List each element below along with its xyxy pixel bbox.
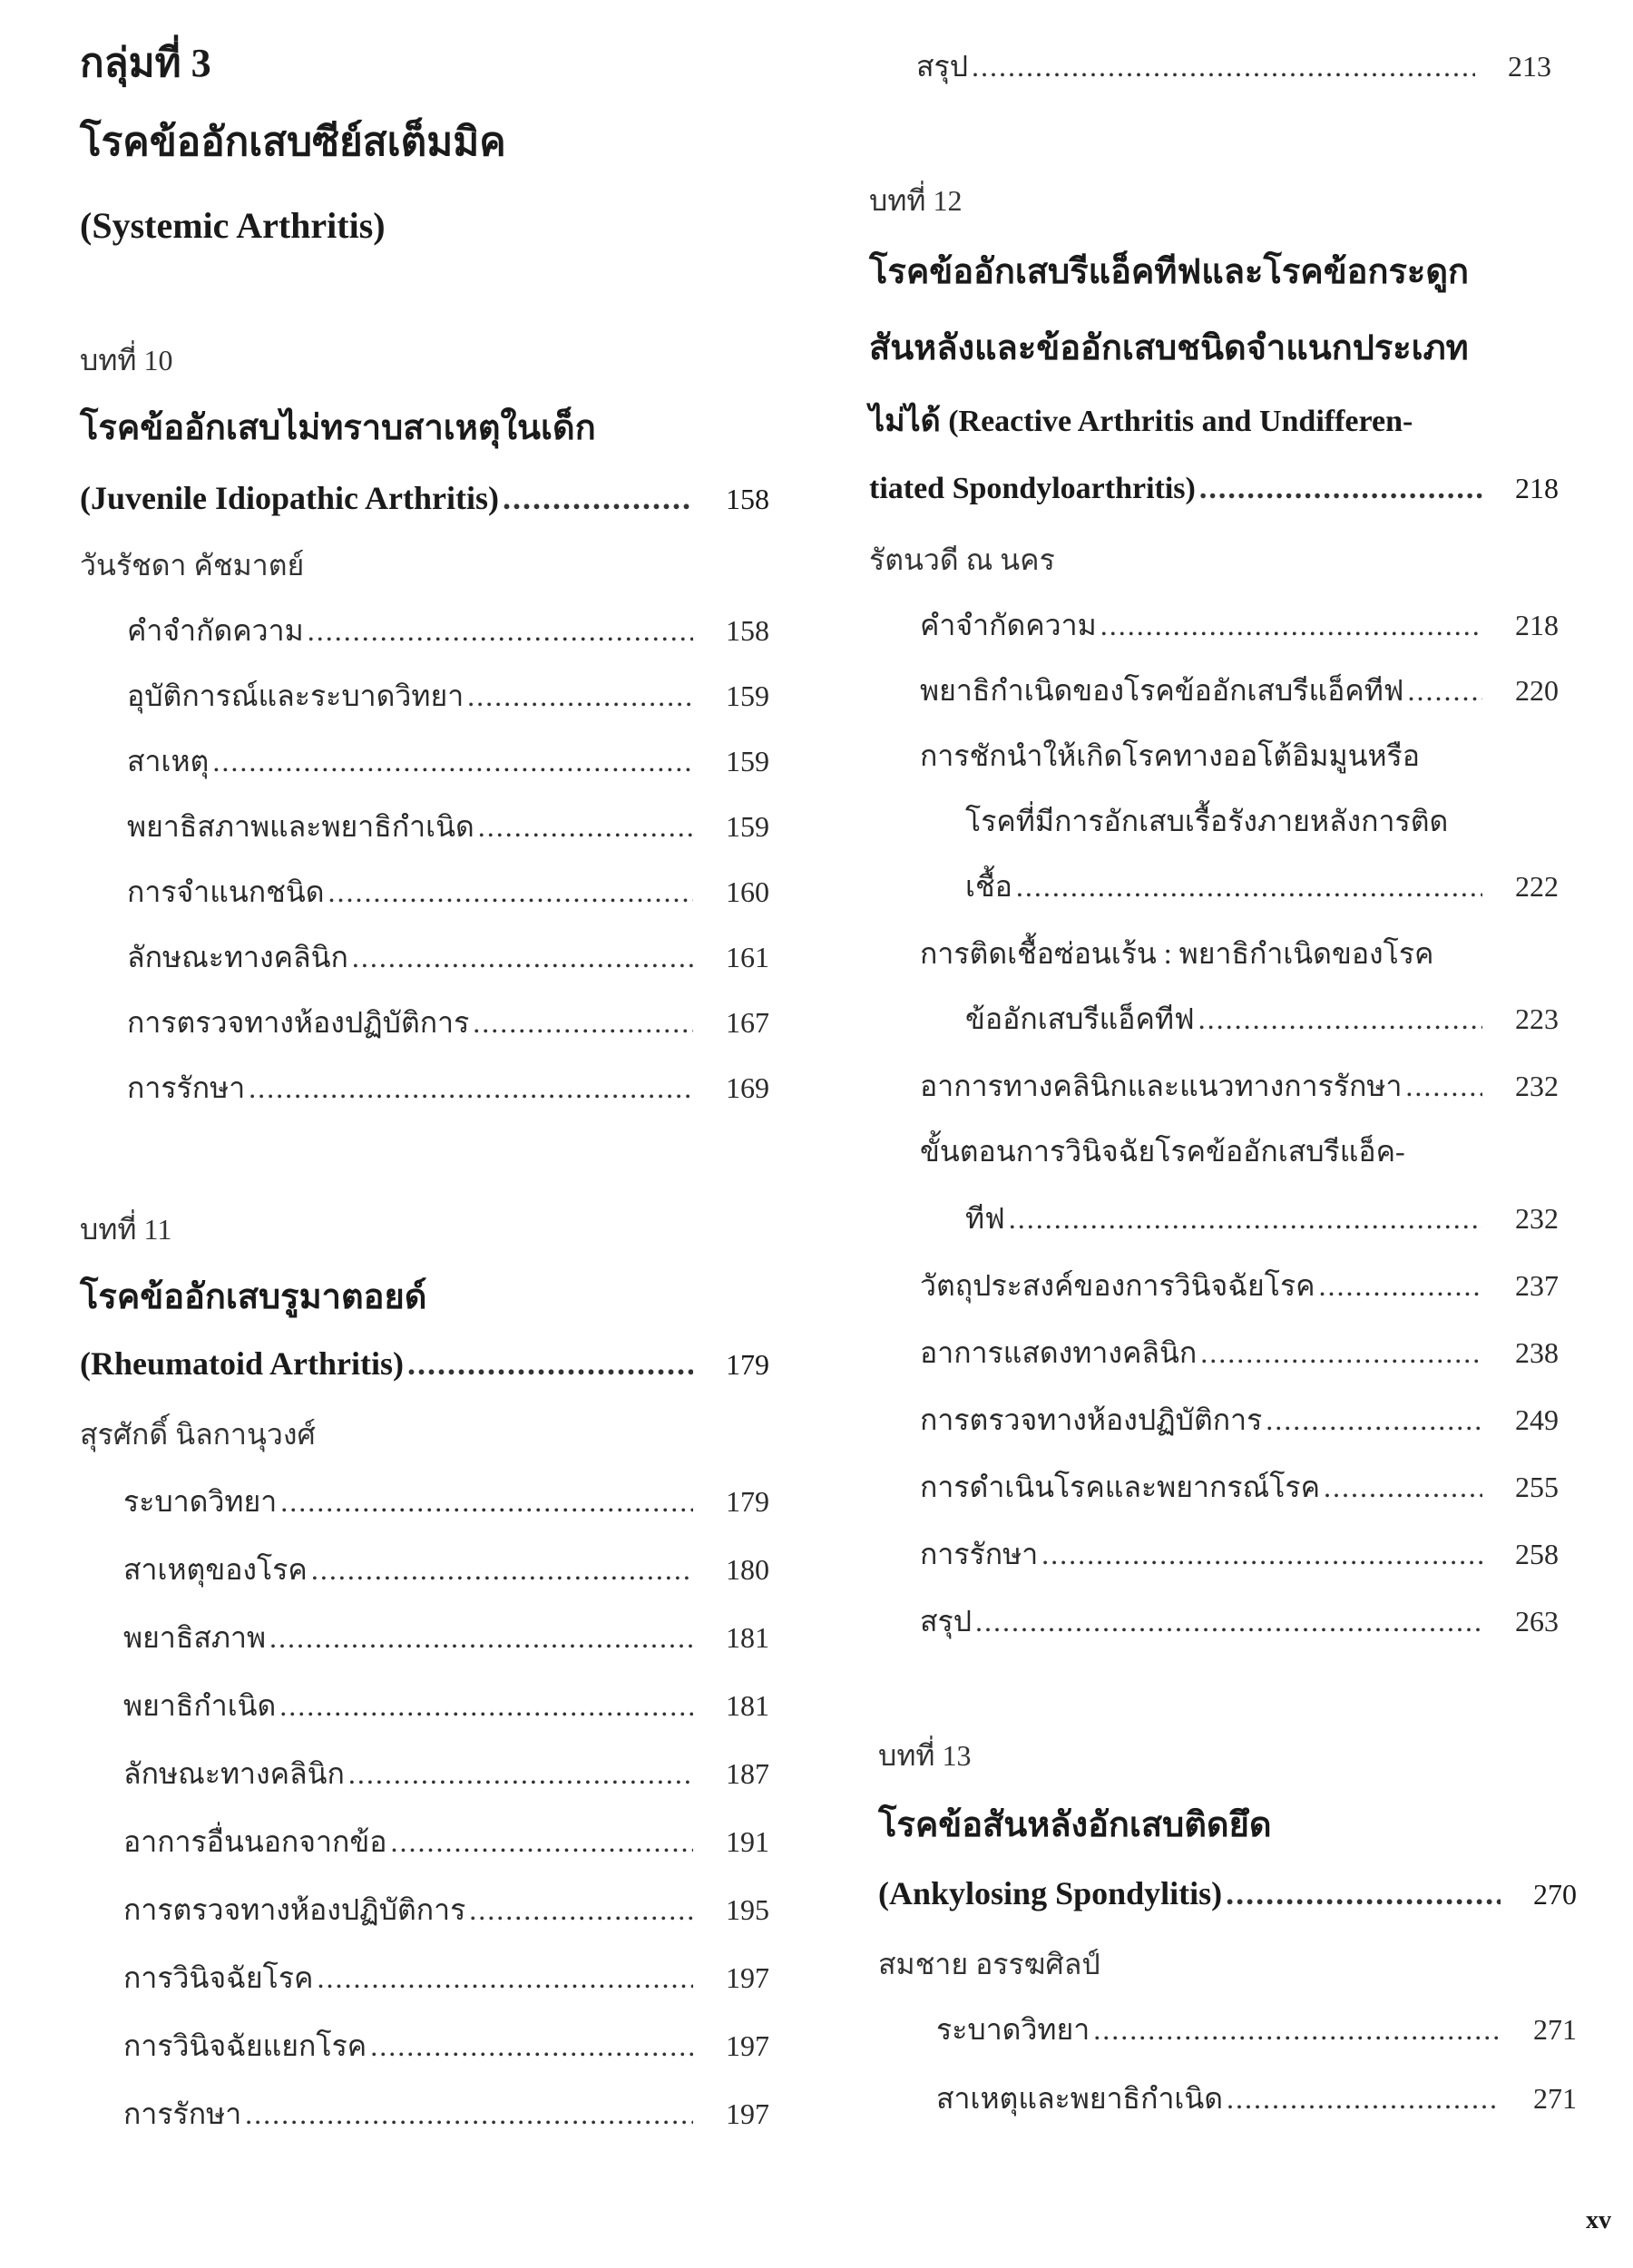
dot-leader: [1266, 1403, 1482, 1437]
toc-page-number: 161: [726, 941, 769, 973]
toc-entry[interactable]: [123, 1547, 769, 1593]
dot-leader: [1016, 870, 1482, 904]
toc-entry-label: อุบัติการณ์และระบาดวิทยา: [127, 679, 464, 712]
dot-leader: [478, 810, 693, 844]
toc-entry[interactable]: [127, 934, 769, 981]
toc-entry-label: tiated Spondyloarthritis): [869, 472, 1196, 505]
page-number: xv: [1586, 2206, 1611, 2234]
dot-leader: [212, 745, 693, 778]
toc-entry-label: ลักษณะทางคลินิก: [127, 941, 348, 973]
toc-entry[interactable]: [123, 2091, 769, 2137]
toc-page-number: 191: [726, 1825, 769, 1858]
toc-page-number: 195: [726, 1893, 769, 1926]
dot-leader: [1041, 1538, 1482, 1571]
toc-entry-label: พยาธิกำเนิดของโรคข้ออักเสบรีแอ็คทีฟ: [920, 674, 1404, 707]
dot-leader: [1009, 1202, 1482, 1236]
toc-page-number: 179: [726, 1485, 769, 1518]
toc-entry-label: สาเหตุของโรค: [123, 1553, 308, 1586]
toc-entry[interactable]: [127, 673, 769, 719]
toc-page-number: 197: [726, 2029, 769, 2062]
toc-entry-label: (Juvenile Idiopathic Arthritis): [80, 480, 500, 516]
toc-entry[interactable]: [123, 1751, 769, 1797]
toc-page-number: 159: [726, 810, 769, 843]
toc-page-number: 181: [726, 1621, 769, 1654]
toc-page-number: 232: [1515, 1202, 1559, 1235]
chapter-11-label: บทที่ 11: [80, 1213, 172, 1246]
dot-leader: [1198, 1002, 1482, 1036]
toc-entry[interactable]: [936, 2076, 1577, 2122]
toc-page-number: 258: [1515, 1538, 1559, 1570]
toc-entry-label: การดำเนินโรคและพยากรณ์โรค: [920, 1471, 1321, 1503]
chapter-13-author: สมชาย อรรฆศิลป์: [878, 1948, 1100, 1980]
toc-page-number: 197: [726, 1961, 769, 1994]
toc-entry[interactable]: [127, 869, 769, 915]
toc-page-number: 181: [726, 1689, 769, 1722]
chapter-10-author: วันรัชดา คัชมาตย์: [80, 549, 305, 582]
dot-leader: [469, 1893, 693, 1927]
toc-entry[interactable]: [123, 1615, 769, 1661]
dot-leader: [467, 679, 693, 713]
dot-leader: [269, 1621, 693, 1655]
dot-leader: [352, 941, 693, 974]
toc-entry-label: คำจำกัดความ: [127, 614, 304, 647]
toc-entry[interactable]: [127, 804, 769, 850]
toc-page-number: 180: [726, 1553, 769, 1586]
chapter-10-title-thai: โรคข้ออักเสบไม่ทราบสาเหตุในเด็ก: [80, 409, 596, 447]
toc-entry[interactable]: [965, 864, 1559, 910]
chapter-13-title-thai: โรคข้อสันหลังอักเสบติดยึด: [878, 1806, 1272, 1844]
toc-entry-label: ลักษณะทางคลินิก: [123, 1757, 345, 1790]
dot-leader: [249, 1071, 693, 1105]
dot-leader: [308, 614, 693, 648]
chapter-11-title-thai: โรคข้ออักเสบรูมาตอยด์: [80, 1278, 427, 1316]
chapter-12-label: บทที่ 12: [869, 184, 963, 217]
toc-entry-label: คำจำกัดความ: [920, 609, 1097, 641]
toc-page-number: 179: [726, 1348, 769, 1381]
dot-leader: [473, 1006, 693, 1040]
toc-page-number: 159: [726, 745, 769, 777]
toc-entry[interactable]: [920, 1330, 1559, 1376]
toc-page-number: 223: [1515, 1002, 1559, 1035]
toc-entry[interactable]: [920, 602, 1559, 649]
toc-entry-label: การวินิจฉัยโรค: [123, 1961, 314, 1994]
dot-leader: [975, 1605, 1482, 1638]
toc-entry-chapter-11[interactable]: [80, 1344, 769, 1383]
toc-page-number: 213: [1508, 50, 1551, 83]
toc-entry[interactable]: [920, 1598, 1559, 1645]
dot-leader: [348, 1757, 693, 1791]
dot-leader: [328, 875, 694, 909]
toc-entry-label: การรักษา: [123, 2097, 242, 2130]
dot-leader: [279, 1689, 693, 1723]
dot-leader: [390, 1825, 693, 1859]
dot-leader: [1100, 609, 1482, 642]
toc-entry-label: การวินิจฉัยแยกโรค: [123, 2029, 367, 2062]
chapter-12-title-line-3: ไม่ได้ (Reactive Arthritis and Undifferen-: [869, 405, 1413, 438]
dot-leader: [317, 1961, 693, 1995]
toc-entry-label: การตรวจทางห้องปฏิบัติการ: [123, 1893, 466, 1926]
toc-entry-label: พยาธิสภาพ: [123, 1621, 267, 1654]
toc-entry-label: (Ankylosing Spondylitis): [878, 1875, 1223, 1911]
toc-page-number: 270: [1533, 1878, 1577, 1911]
toc-entry[interactable]: [965, 996, 1559, 1042]
chapter-10-label: บทที่ 10: [80, 344, 173, 376]
toc-entry-label: ระบาดวิทยา: [123, 1485, 278, 1518]
toc-page-number: 160: [726, 875, 769, 908]
toc-entry-label[interactable]: การติดเชื้อซ่อนเร้น : พยาธิกำเนิดของโรค: [920, 937, 1434, 970]
dot-leader: [245, 2097, 693, 2131]
toc-entry[interactable]: [920, 1063, 1559, 1110]
toc-entry-label: การรักษา: [920, 1538, 1039, 1570]
toc-entry-chapter-10[interactable]: [80, 479, 769, 517]
toc-page-number: 222: [1515, 870, 1559, 903]
dot-leader: [280, 1485, 693, 1519]
toc-page-number: 167: [726, 1006, 769, 1039]
toc-entry[interactable]: [936, 2007, 1577, 2053]
toc-entry-label: การตรวจทางห้องปฏิบัติการ: [920, 1403, 1263, 1436]
toc-page-number: 271: [1533, 2013, 1577, 2046]
dot-leader: [1199, 472, 1482, 506]
toc-entry[interactable]: [920, 668, 1559, 714]
toc-entry[interactable]: [123, 1683, 769, 1729]
toc-page-number: 197: [726, 2097, 769, 2130]
dot-leader: [1324, 1471, 1482, 1504]
toc-entry-label: การตรวจทางห้องปฏิบัติการ: [127, 1006, 470, 1039]
toc-entry-continuation: โรคที่มีการอักเสบเรื้อรังภายหลังการติด: [965, 805, 1449, 837]
toc-page-number: 263: [1515, 1605, 1559, 1637]
toc-page-number: 271: [1533, 2082, 1577, 2115]
toc-entry-label: สาเหตุ: [127, 745, 210, 777]
chapter-12-title-line-1: โรคข้ออักเสบรีแอ็คทีฟและโรคข้อกระดูก: [869, 253, 1470, 291]
toc-page-number: 255: [1515, 1471, 1559, 1503]
toc-entry[interactable]: [127, 608, 769, 654]
toc-entry-label: การรักษา: [127, 1071, 246, 1104]
toc-page-number: 158: [726, 614, 769, 647]
dot-leader: [1200, 1336, 1482, 1370]
toc-page-number: 232: [1515, 1070, 1559, 1102]
toc-entry[interactable]: [920, 1397, 1559, 1443]
toc-entry-label: อาการแสดงทางคลินิก: [920, 1336, 1198, 1369]
toc-entry[interactable]: [965, 1196, 1559, 1242]
toc-entry[interactable]: [123, 1955, 769, 2001]
toc-entry-label: อาการอื่นนอกจากข้อ: [123, 1825, 387, 1858]
toc-entry-label[interactable]: ขั้นตอนการวินิจฉัยโรคข้ออักเสบรีแอ็ค-: [920, 1135, 1405, 1168]
toc-page-number: 158: [726, 483, 769, 515]
toc-entry[interactable]: [920, 1464, 1559, 1510]
toc-entry-label: พยาธิกำเนิด: [123, 1689, 277, 1722]
toc-entry[interactable]: [123, 2023, 769, 2069]
dot-leader: [1319, 1269, 1482, 1303]
toc-entry-label: ระบาดวิทยา: [936, 2013, 1090, 2046]
chapter-12-author: รัตนวดี ณ นคร: [869, 543, 1055, 576]
group-title-english: (Systemic Arthritis): [80, 205, 386, 246]
dot-leader: [370, 2029, 693, 2063]
dot-leader: [311, 1553, 693, 1587]
dot-leader: [972, 50, 1475, 83]
chapter-13-label: บทที่ 13: [878, 1739, 972, 1772]
toc-page-number: 237: [1515, 1269, 1559, 1302]
toc-entry-chapter-12[interactable]: [869, 472, 1559, 506]
dot-leader: [503, 479, 693, 517]
toc-entry[interactable]: [920, 1531, 1559, 1578]
toc-entry-label: วัตถุประสงค์ของการวินิจฉัยโรค: [920, 1269, 1315, 1302]
toc-entry[interactable]: [123, 1887, 769, 1933]
toc-entry-continuation: ทีฟ: [965, 1202, 1005, 1235]
toc-entry-label: สรุป: [916, 50, 969, 83]
group-label: กลุ่มที่ 3: [80, 41, 211, 85]
toc-entry-continuation: เชื้อ: [965, 870, 1012, 903]
toc-page-number: 159: [726, 679, 769, 712]
toc-page-number: 218: [1515, 609, 1559, 641]
toc-entry-carryover[interactable]: [916, 44, 1551, 90]
dot-leader: [1405, 1070, 1482, 1103]
toc-entry-label: พยาธิสภาพและพยาธิกำเนิด: [127, 810, 474, 843]
toc-entry[interactable]: [127, 1000, 769, 1046]
toc-entry-label: การจำแนกชนิด: [127, 875, 325, 908]
toc-page-number: 169: [726, 1071, 769, 1104]
toc-page-number: 238: [1515, 1336, 1559, 1369]
toc-entry[interactable]: [127, 738, 769, 785]
toc-entry[interactable]: [123, 1479, 769, 1525]
toc-entry-chapter-13[interactable]: [878, 1874, 1577, 1912]
toc-entry-continuation: ข้ออักเสบรีแอ็คทีฟ: [965, 1002, 1195, 1035]
chapter-11-author: สุรศักดิ์ นิลกานุวงศ์: [80, 1418, 316, 1451]
toc-entry-label: อาการทางคลินิกและแนวทางการรักษา: [920, 1070, 1403, 1102]
dot-leader: [1093, 2013, 1501, 2047]
toc-entry[interactable]: [123, 1819, 769, 1865]
toc-entry-label: สรุป: [920, 1605, 973, 1637]
chapter-12-title-line-2: สันหลังและข้ออักเสบชนิดจำแนกประเภท: [869, 329, 1469, 367]
toc-entry-label[interactable]: การชักนำให้เกิดโรคทางออโต้อิมมูนหรือ: [920, 739, 1420, 772]
toc-page-number: 218: [1515, 472, 1559, 504]
toc-entry-label: สาเหตุและพยาธิกำเนิด: [936, 2082, 1224, 2115]
toc-page-number: 249: [1515, 1403, 1559, 1436]
dot-leader: [407, 1344, 693, 1383]
toc-page-number: 187: [726, 1757, 769, 1790]
toc-entry[interactable]: [127, 1065, 769, 1111]
dot-leader: [1407, 674, 1482, 708]
toc-page-number: 220: [1515, 674, 1559, 707]
dot-leader: [1227, 2082, 1501, 2116]
toc-entry[interactable]: [920, 1263, 1559, 1309]
dot-leader: [1226, 1874, 1501, 1912]
group-title-thai: โรคข้ออักเสบซีย์สเต็มมิค: [80, 120, 506, 164]
toc-entry-label: (Rheumatoid Arthritis): [80, 1345, 404, 1382]
